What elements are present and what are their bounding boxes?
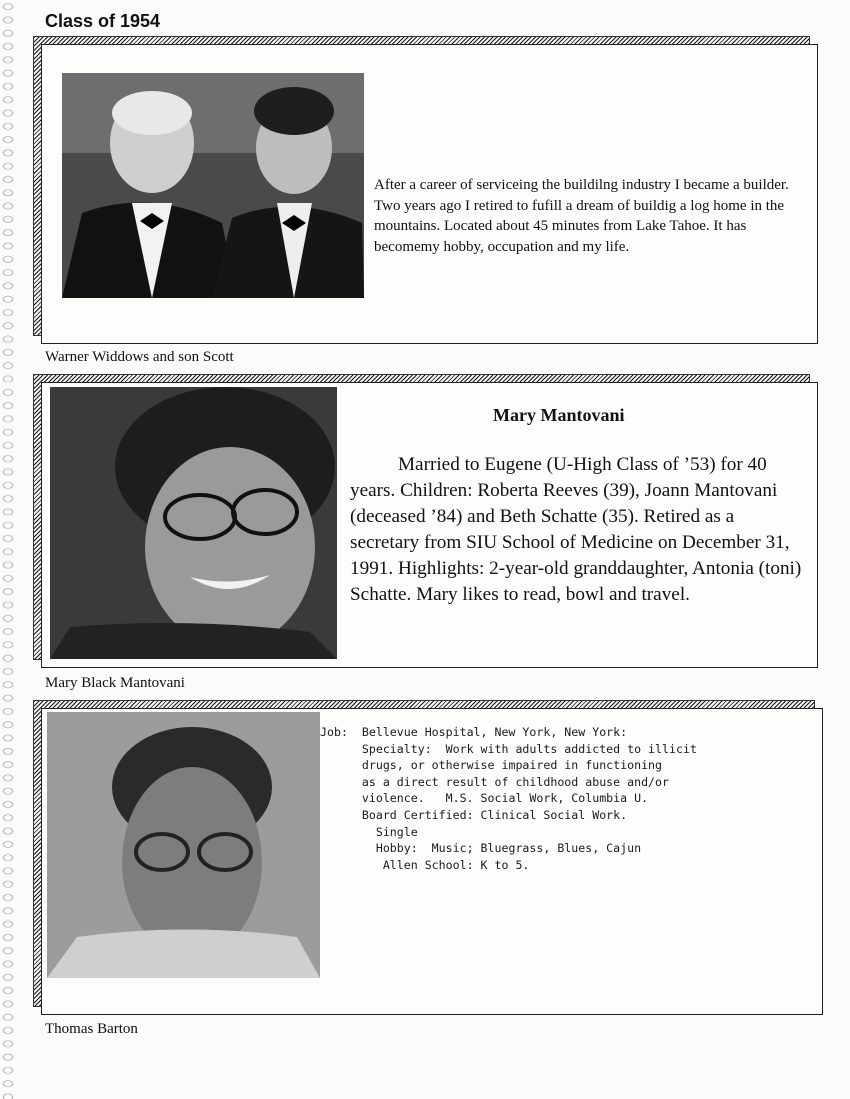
typed-line: Specialty: Work with adults addicted to illicit (320, 741, 697, 756)
photo-thomas-barton (47, 712, 320, 978)
page-title: Class of 1954 (45, 11, 161, 31)
spiral-binding (0, 0, 18, 1099)
typed-line: Single (320, 824, 418, 839)
typed-line: violence. M.S. Social Work, Columbia U. (320, 791, 649, 806)
typed-line: as a direct result of childhood abuse and/or (320, 774, 670, 789)
caption-mary: Mary Black Mantovani (45, 675, 185, 691)
typed-line: drugs, or otherwise impaired in functioning (320, 758, 663, 773)
typed-line: Hobby: Music; Bluegrass, Blues, Cajun (320, 841, 642, 856)
photo-mary-mantovani (50, 387, 337, 659)
entry-body: Married to Eugene (U-High Class of ’53) for 40 years. Children: Roberta Reeves (39), Joann Mantovani (deceased ’84) and Beth Schatte (35). Retired as a secretary from SIU School of Medicine on December 31, 1991. Highlights: 2-year-old granddaughter, Antonia (toni) Schatte. Mary likes to read, bowl and travel. (350, 454, 802, 605)
entry-typed-thomas (320, 724, 697, 873)
photo-warner-and-scott (62, 73, 364, 298)
typed-line: Allen School: K to 5. (320, 857, 530, 872)
entry-text-warner (374, 175, 804, 257)
entry-text-mary (350, 452, 805, 608)
typed-line: Job: Bellevue Hospital, New York, New York: (320, 725, 628, 739)
caption-warner: Warner Widdows and son Scott (45, 349, 234, 365)
entry-body: After a career of serviceing the buildilng industry I became a builder. Two years ago I retired to fufill a dream of buildig a log home in the mountains. Located about 45 minutes from Lake Tahoe. It has becomemy hobby, occupation and my life. (374, 177, 789, 255)
typed-line: Board Certified: Clinical Social Work. (320, 807, 628, 822)
entry-heading-mary: Mary Mantovani (493, 405, 625, 425)
caption-thomas: Thomas Barton (45, 1021, 138, 1037)
